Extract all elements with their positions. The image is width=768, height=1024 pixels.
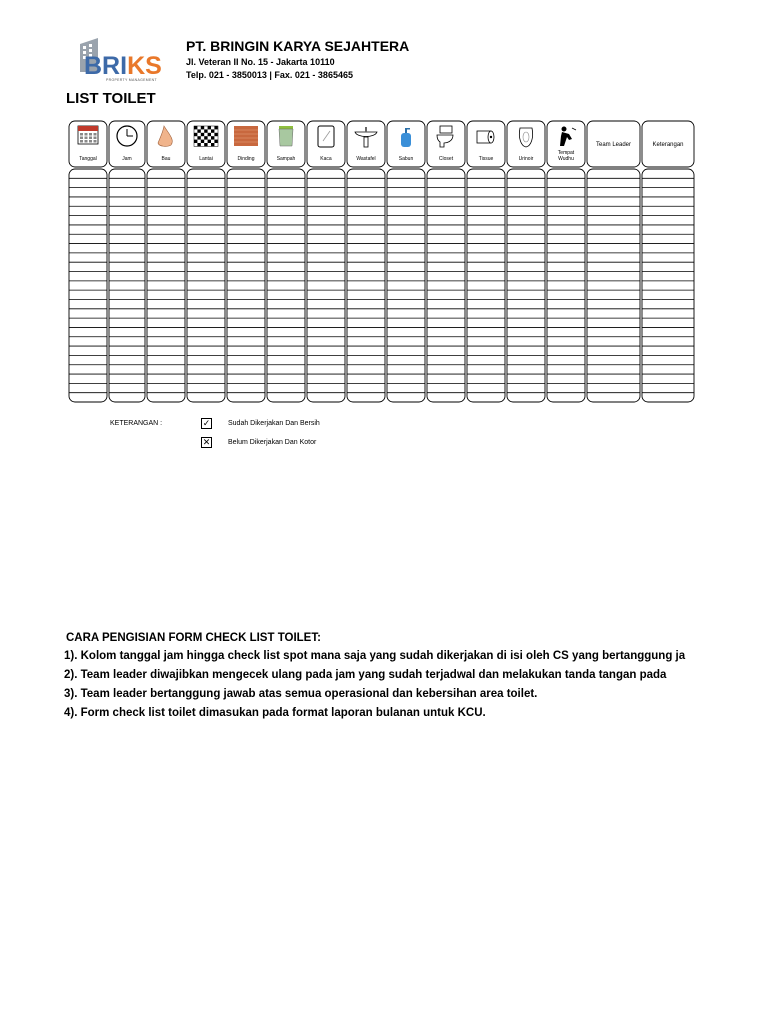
- table-column: [227, 169, 265, 402]
- table-column: [387, 169, 425, 402]
- column-label: Bau: [161, 156, 171, 162]
- cross-box-icon: ✕: [202, 437, 211, 447]
- table-column: [187, 169, 225, 402]
- company-name: PT. BRINGIN KARYA SEJAHTERA: [186, 38, 410, 54]
- column-label: Kaca: [320, 156, 332, 162]
- column-label: Urinoir: [518, 156, 534, 162]
- legend-label: KETERANGAN :: [110, 420, 163, 427]
- column-label: Dinding: [237, 156, 255, 162]
- column-label: Lantai: [199, 156, 213, 162]
- brick-wall-icon: [234, 126, 258, 146]
- instruction-item: 4). Form check list toilet dimasukan pada format laporan bulanan untuk KCU.: [64, 707, 486, 719]
- table-column: [267, 169, 305, 402]
- table-column: [109, 169, 145, 402]
- table-column: [427, 169, 465, 402]
- column-label: Team Leader: [595, 142, 632, 148]
- table-column: [587, 169, 640, 402]
- logo-subtitle: PROPERTY MANAGEMENT: [106, 78, 157, 82]
- legend-done-text: Sudah Dikerjakan Dan Bersih: [228, 420, 320, 427]
- logo-wordmark: BRIKS: [84, 52, 162, 80]
- phone-line: Telp. 021 - 3850013 | Fax. 021 - 3865465: [186, 70, 353, 80]
- page-title: LIST TOILET: [66, 90, 156, 107]
- column-label: Jam: [122, 156, 132, 162]
- table-column: [307, 169, 345, 402]
- table-column: [147, 169, 185, 402]
- table-column: [642, 169, 694, 402]
- clock-icon: [117, 126, 137, 146]
- column-label: Sampah: [276, 156, 296, 162]
- instruction-item: 3). Team leader bertanggung jawab atas semua operasional dan kebersihan area toilet.: [64, 688, 538, 700]
- column-label: Sabun: [398, 156, 414, 162]
- instruction-item: 1). Kolom tanggal jam hingga check list spot mana saja yang sudah dikerjakan di isi oleh CS yang bertanggung ja: [64, 650, 686, 662]
- table-column: [347, 169, 385, 402]
- column-label: Tanggal: [79, 156, 97, 162]
- tissue-roll-icon: [477, 131, 494, 143]
- instructions-title: CARA PENGISIAN FORM CHECK LIST TOILET:: [66, 632, 321, 644]
- column-label: Tempat: [557, 150, 575, 156]
- instruction-item: 2). Team leader diwajibkan mengecek ulang pada jam yang sudah terjadwal dan melakukan tanda tangan pada: [64, 669, 667, 681]
- legend-not-done-text: Belum Dikerjakan Dan Kotor: [228, 439, 317, 446]
- table-column: [69, 169, 107, 402]
- checklist-table: [0, 0, 768, 420]
- checkmark-icon: ✓: [202, 418, 211, 428]
- calendar-icon: [78, 126, 98, 144]
- column-label: Closet: [438, 156, 454, 162]
- column-label: Tissue: [478, 156, 494, 162]
- column-label: Keterangan: [652, 142, 684, 148]
- trash-bin-icon: [279, 126, 293, 146]
- table-column: [547, 169, 585, 402]
- column-label: Wastafel: [356, 156, 376, 162]
- table-column: [467, 169, 505, 402]
- table-column: [507, 169, 545, 402]
- column-label: Wudhu: [558, 156, 574, 162]
- mirror-icon: [318, 126, 334, 147]
- address-line: Jl. Veteran II No. 15 - Jakarta 10110: [186, 57, 335, 67]
